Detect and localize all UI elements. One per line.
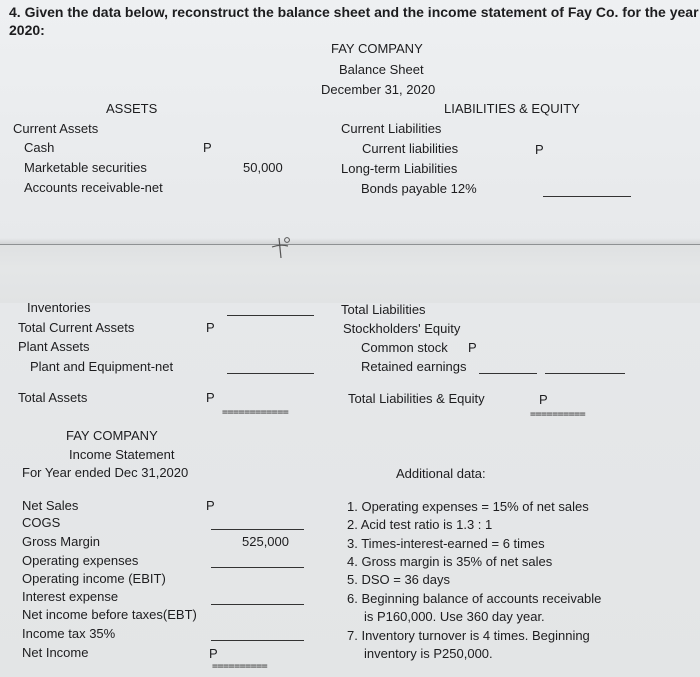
income-tax-label: Income tax 35% bbox=[22, 626, 116, 641]
additional-data-header: Additional data: bbox=[396, 466, 486, 481]
current-liabilities-currency: P bbox=[535, 142, 544, 157]
common-stock-currency: P bbox=[468, 340, 477, 355]
bonds-payable-label: Bonds payable 12% bbox=[361, 181, 477, 196]
inventories-label: Inventories bbox=[27, 300, 91, 315]
additional-data-item: 7. Inventory turnover is 4 times. Beginning bbox=[347, 628, 590, 643]
total-liabilities-equity-currency: P bbox=[539, 392, 548, 407]
inventories-blank bbox=[227, 315, 314, 316]
ebt-label: Net income before taxes(EBT) bbox=[22, 607, 197, 622]
gross-margin-value: 525,000 bbox=[242, 534, 289, 549]
operating-expenses-label: Operating expenses bbox=[22, 553, 139, 568]
cash-label: Cash bbox=[24, 140, 55, 155]
liabilities-equity-header: LIABILITIES & EQUITY bbox=[444, 101, 580, 116]
additional-data-item: 6. Beginning balance of accounts receivable bbox=[347, 591, 602, 606]
question-line-2: 2020: bbox=[9, 22, 45, 38]
additional-data-item: 1. Operating expenses = 15% of net sales bbox=[347, 499, 589, 514]
net-income-label: Net Income bbox=[22, 645, 89, 660]
cogs-label: COGS bbox=[22, 515, 61, 530]
retained-earnings-label: Retained earnings bbox=[361, 359, 467, 374]
total-current-assets-currency: P bbox=[206, 320, 215, 335]
question-line-1: 4. Given the data below, reconstruct the balance sheet and the income statement of Fay Co. for the year bbox=[9, 4, 699, 20]
accounts-receivable-label: Accounts receivable-net bbox=[24, 180, 163, 195]
pen-mark-icon bbox=[268, 234, 292, 260]
common-stock-label: Common stock bbox=[361, 340, 448, 355]
current-liabilities-label: Current liabilities bbox=[362, 141, 459, 156]
additional-data-item: 4. Gross margin is 35% of net sales bbox=[347, 554, 553, 569]
total-liabilities-label: Total Liabilities bbox=[341, 302, 426, 317]
total-assets-double-rule: ============ bbox=[222, 407, 289, 418]
retained-earnings-total-blank bbox=[545, 373, 625, 374]
marketable-securities-label: Marketable securities bbox=[24, 160, 147, 175]
income-tax-blank bbox=[211, 640, 304, 641]
gross-margin-label: Gross Margin bbox=[22, 534, 101, 549]
interest-expense-blank bbox=[211, 604, 304, 605]
net-income-currency: P bbox=[209, 646, 218, 661]
balance-sheet-date: December 31, 2020 bbox=[321, 82, 436, 97]
long-term-liabilities-label: Long-term Liabilities bbox=[341, 161, 458, 176]
additional-data-item: inventory is P250,000. bbox=[364, 646, 493, 661]
net-sales-label: Net Sales bbox=[22, 498, 79, 513]
net-income-double-rule: ========== bbox=[212, 661, 268, 672]
net-sales-currency: P bbox=[206, 498, 215, 513]
marketable-securities-value: 50,000 bbox=[243, 160, 283, 175]
current-liabilities-header: Current Liabilities bbox=[341, 121, 442, 136]
cash-currency: P bbox=[203, 140, 212, 155]
bonds-payable-blank bbox=[543, 196, 631, 197]
additional-data-item: is P160,000. Use 360 day year. bbox=[364, 609, 545, 624]
operating-expenses-blank bbox=[211, 567, 304, 568]
total-assets-label: Total Assets bbox=[18, 390, 88, 405]
additional-data-item: 5. DSO = 36 days bbox=[347, 572, 450, 587]
income-statement-company: FAY COMPANY bbox=[66, 428, 158, 443]
additional-data-item: 3. Times-interest-earned = 6 times bbox=[347, 536, 545, 551]
retained-earnings-blank bbox=[479, 373, 537, 374]
operating-income-label: Operating income (EBIT) bbox=[22, 571, 166, 586]
assets-header: ASSETS bbox=[106, 101, 158, 116]
stockholders-equity-label: Stockholders' Equity bbox=[343, 321, 461, 336]
total-assets-currency: P bbox=[206, 390, 215, 405]
interest-expense-label: Interest expense bbox=[22, 589, 119, 604]
income-statement-title: Income Statement bbox=[69, 447, 175, 462]
income-statement-period: For Year ended Dec 31,2020 bbox=[22, 465, 189, 480]
total-current-assets-label: Total Current Assets bbox=[18, 320, 135, 335]
balance-sheet-title: Balance Sheet bbox=[339, 62, 424, 77]
plant-equipment-label: Plant and Equipment-net bbox=[30, 359, 174, 374]
current-assets-label: Current Assets bbox=[13, 121, 99, 136]
additional-data-item: 2. Acid test ratio is 1.3 : 1 bbox=[347, 517, 493, 532]
total-liabilities-equity-label: Total Liabilities & Equity bbox=[348, 391, 485, 406]
total-liabilities-equity-double-rule: ========== bbox=[530, 409, 586, 420]
plant-assets-label: Plant Assets bbox=[18, 339, 90, 354]
page-fold-band bbox=[0, 244, 700, 303]
cogs-blank bbox=[211, 529, 304, 530]
balance-sheet-company: FAY COMPANY bbox=[331, 41, 423, 56]
plant-equipment-blank bbox=[227, 373, 314, 374]
